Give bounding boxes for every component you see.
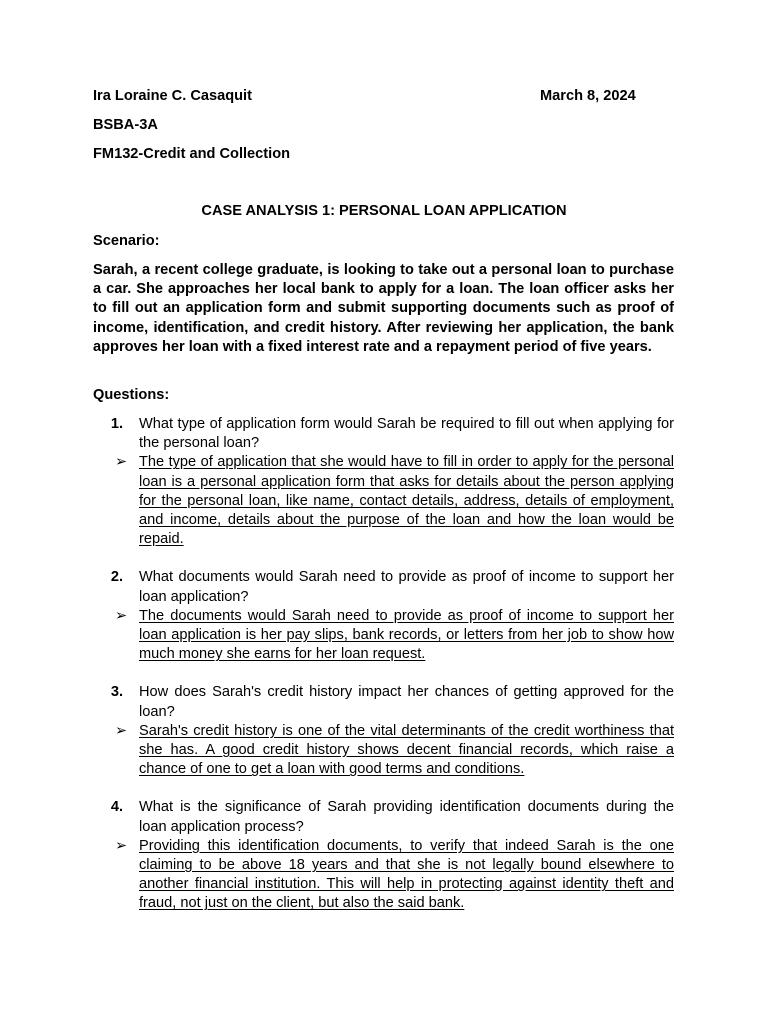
- student-section: BSBA-3A: [93, 117, 158, 133]
- question-number: 1.: [110, 416, 123, 432]
- scenario-label: Scenario:: [93, 233, 160, 249]
- question-number: 2.: [110, 569, 123, 586]
- answer-text: Sarah's credit history is one of the vital determinants of the credit worthiness that she has. A good credit history shows decent financial records, which raise a chance of one to get a loan with good terms and conditions.: [139, 722, 674, 778]
- question-number: 4.: [110, 799, 123, 816]
- page-title: CASE ANALYSIS 1: PERSONAL LOAN APPLICATION: [201, 203, 567, 219]
- answer-text: The type of application that she would have to fill in order to apply for the personal loan is a personal application form that asks for details about the person applying for the personal loan, like name, contact details, address, details of employment, and income, details about the purpose of the loan and how the loan would be repaid.: [139, 454, 674, 548]
- answer-text: Providing this identification documents, to verify that indeed Sarah is the one claiming to be above 18 years and that she is not legally bound elsewhere to another financial institution. This will help in protecting against identity theft and fraud, not just on the client, but also the said bank.: [139, 837, 674, 912]
- document-date: March 8, 2024: [540, 88, 636, 104]
- student-name: Ira Loraine C. Casaquit: [93, 88, 252, 104]
- question-item: [93, 798, 674, 913]
- question-text: How does Sarah's credit history impact her chances of getting approved for the loan?: [139, 684, 674, 720]
- questions-list: [93, 415, 674, 933]
- arrow-bullet-icon: ➢: [115, 454, 128, 471]
- arrow-bullet-icon: ➢: [115, 722, 128, 739]
- question-text: What type of application form would Sarah be required to fill out when applying for the personal loan?: [139, 416, 674, 452]
- scenario-text: Sarah, a recent college graduate, is looking to take out a personal loan to purchase a car. She approaches her local bank to apply for a loan. The loan officer asks her to fill out an application form and submit supporting documents such as proof of income, identification, and credit history. After reviewing her application, the bank approves her loan with a fixed interest rate and a repayment period of five years.: [93, 262, 674, 355]
- arrow-bullet-icon: ➢: [115, 607, 128, 624]
- answer-text: The documents would Sarah need to provide as proof of income to support her loan application is her pay slips, bank records, or letters from her job to show how much money she earns for her loan request.: [139, 607, 674, 663]
- questions-label: Questions:: [93, 387, 170, 403]
- arrow-bullet-icon: ➢: [115, 837, 128, 854]
- question-text: What is the significance of Sarah providing identification documents during the loan application process?: [139, 799, 674, 835]
- question-item: [93, 415, 674, 549]
- question-text: What documents would Sarah need to provide as proof of income to support her loan application?: [139, 569, 674, 605]
- question-item: [93, 683, 674, 779]
- course-title: FM132-Credit and Collection: [93, 146, 291, 162]
- question-number: 3.: [110, 684, 123, 701]
- question-item: [93, 568, 674, 664]
